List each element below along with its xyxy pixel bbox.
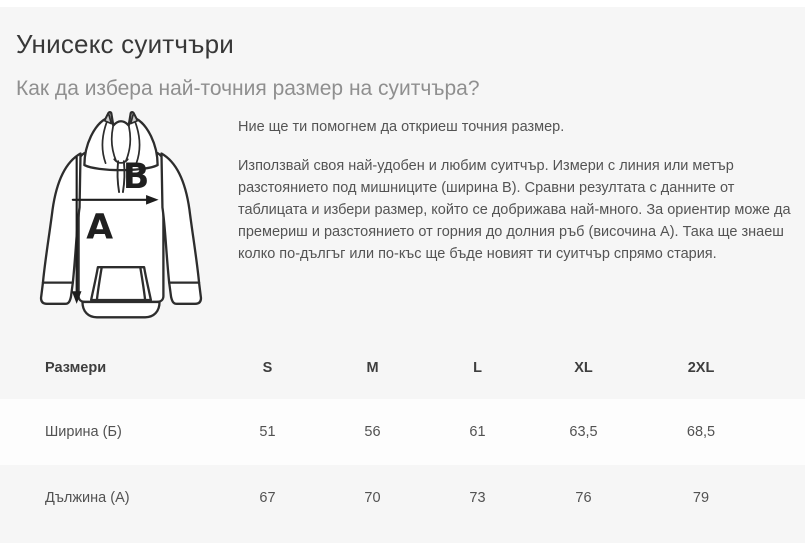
width-value-2xl: 68,5 — [686, 424, 716, 440]
width-value-s: 51 — [259, 424, 276, 440]
length-value-s: 67 — [259, 490, 276, 506]
width-value-l: 61 — [469, 424, 486, 440]
size-table-header-m: M — [366, 360, 379, 376]
guide-intro-text: Ние ще ти помогнем да откриеш точния размер. — [238, 119, 565, 135]
size-guide-section — [15, 111, 805, 329]
page-subtitle: Как да избера най-точния размер на суитчъра? — [16, 77, 480, 100]
length-value-m: 70 — [364, 490, 381, 506]
guide-instructions-text: Използвай своя най-удобен и любим суитчър. Измери с линия или метър разстоянието под мишниците (ширина B). Сравни резултата с данните от таблицата и избери размер, който се добрижава най-много. За ориентир може да премериш и разстоянието от горния до долния ръб (височина A). Така ще знаеш колко по-дългъг или по-къс ще бъде новият ти суитчър спрямо стария. — [238, 158, 791, 262]
guide-text-block — [238, 111, 804, 265]
hoodie-hem — [82, 302, 159, 317]
size-table-header-label: Размери — [45, 360, 107, 376]
top-margin-strip — [0, 0, 805, 7]
size-table-header-l: L — [473, 360, 482, 376]
diagram-label-width: B — [122, 157, 150, 198]
hoodie-measurement-diagram-image — [15, 111, 227, 329]
width-value-m: 56 — [364, 424, 381, 440]
content-area — [0, 7, 805, 543]
page-title: Унисекс суитчъри — [16, 29, 234, 59]
size-table-header-row — [0, 337, 805, 399]
table-row-width — [0, 399, 805, 465]
width-value-xl: 63,5 — [569, 424, 598, 440]
row-label-length: Дължина (А) — [45, 490, 130, 506]
hoodie-right-sleeve — [161, 154, 201, 304]
length-value-l: 73 — [469, 490, 486, 506]
bottom-margin-strip — [0, 543, 805, 550]
diagram-label-height: A — [86, 207, 114, 248]
hoodie-left-sleeve — [41, 154, 81, 304]
size-table-header-2xl: 2XL — [687, 360, 715, 376]
size-table — [0, 337, 805, 531]
table-row-length — [0, 465, 805, 531]
length-value-xl: 76 — [575, 490, 592, 506]
row-label-width: Ширина (Б) — [45, 424, 122, 440]
size-table-header-xl: XL — [574, 360, 593, 376]
length-value-2xl: 79 — [692, 490, 710, 506]
size-table-header-s: S — [262, 360, 273, 376]
